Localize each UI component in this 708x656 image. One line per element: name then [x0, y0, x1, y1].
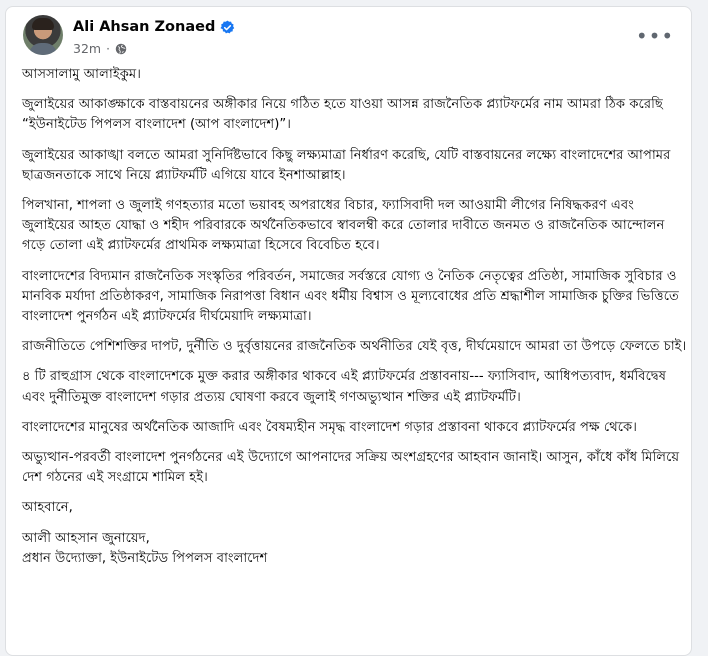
post-paragraph: বাংলাদেশের মানুষের অর্থনৈতিক আজাদি এবং বৈষম্যহীন সমৃদ্ধ বাংলাদেশ গড়ার প্রস্তাবনা থাকবে প্ল্যাটফর্মের পক্ষ থেকে।: [22, 419, 637, 435]
signature: [22, 529, 687, 569]
post-paragraph: আহবানে,: [22, 500, 73, 516]
globe-icon: [115, 43, 127, 55]
post-paragraph: বাংলাদেশের বিদ্যমান রাজনৈতিক সংস্কৃতির পরিবর্তন, সমাজের সর্বস্তরে যোগ্য ও নৈতিক নেতৃত্বের প্রতিষ্ঠা, সামাজিক সুবিচার ও মানবিক মর্যাদা প্রতিষ্ঠাকরণ, সামাজিক নিরাপত্তা বিধান এবং ধর্মীয় বিশ্বাস ও মূল্যবোধের প্রতি শ্রদ্ধাশীল সামাজিক চুক্তির ভিত্তিতে বাংলাদেশ পুনর্গঠন এই প্ল্যাটফর্মের দীর্ঘমেয়াদি লক্ষ্যমাত্রা।: [22, 268, 679, 325]
avatar-shirt: [29, 43, 57, 55]
post-timestamp[interactable]: 32m: [73, 41, 102, 56]
post-card: [5, 6, 692, 656]
post-paragraph: জুলাইয়ের আকাঙ্ক্ষাকে বাস্তবায়নের অঙ্গীকার নিয়ে গঠিত হতে যাওয়া আসন্ন রাজনৈতিক প্ল্যাটফর্মের নাম আমরা ঠিক করেছি “ইউনাইটেড পিপলস বাংলাদেশ (আপ বাংলাদেশ)”।: [22, 97, 663, 133]
post-paragraph: পিলখানা, শাপলা ও জুলাই গণহত্যার মতো ভয়াবহ অপরাধের বিচার, ফ্যাসিবাদী দল আওয়ামী লীগের নিষিদ্ধকরণ এবং জুলাইয়ের আহত যোদ্ধা ও শহীদ পরিবারকে অর্থনৈতিকভাবে স্বাবলম্বী করে তোলার দাবীতে জনমত ও রাজনৈতিক আন্দোলন গড়ে তোলা এই প্ল্যাটফর্মের প্রাথমিক লক্ষ্যমাত্রা হিসেবে বিবেচিত হবে।: [22, 198, 665, 254]
post-paragraph: রাজনীতিতে পেশিশক্তির দাপট, দুর্নীতি ও দুর্বৃত্তায়নের রাজনৈতিক অর্থনীতির যেই বৃত্ত, দীর্ঘমেয়াদে আমরা তা উপড়ে ফেলতে চাই।: [22, 339, 687, 355]
post-paragraph: জুলাইয়ের আকাঙ্খা বলতে আমরা সুনির্দিষ্টভাবে কিছু লক্ষ্যমাত্রা নির্ধারণ করেছি, যেটি বাস্তবায়নের লক্ষ্যে বাংলাদেশের আপামর ছাত্রজনতাকে সাথে নিয়ে প্ল্যাটফর্মটি এগিয়ে যাবে ইনশাআল্লাহ।: [22, 147, 671, 183]
post-body: [22, 65, 687, 569]
post-paragraph: অভ্যুত্থান-পরবর্তী বাংলাদেশ পুনর্গঠনের এই উদ্যোগে আপনাদের সক্রিয় অংশগ্রহণের আহবান জানাই। আসুন, কাঁধে কাঁধ মিলিয়ে দেশ গঠনের এই সংগ্রামে শামিল হই।: [22, 450, 680, 486]
meta-separator: ·: [106, 41, 110, 56]
more-options-icon[interactable]: •••: [635, 24, 675, 48]
verified-badge-icon: [220, 20, 235, 35]
post-header: [23, 15, 681, 63]
signature-title: প্রধান উদ্যোক্তা, ইউনাইটেড পিপলস বাংলাদেশ: [22, 550, 268, 566]
author-name[interactable]: Ali Ahsan Zonaed: [73, 19, 216, 35]
avatar-hair: [32, 18, 54, 30]
signature-name: আলী আহসান জুনায়েদ,: [22, 530, 150, 546]
author-row: [73, 19, 235, 35]
avatar[interactable]: [23, 15, 63, 55]
post-paragraph: ৪ টি রাহুগ্রাস থেকে বাংলাদেশকে মুক্ত করার অঙ্গীকার থাকবে এই প্ল্যাটফর্মের প্রস্তাবনায়--- ফ্যাসিবাদ, আধিপত্যবাদ, ধর্মবিদ্বেষ এবং দুর্নীতিমুক্ত বাংলাদেশ গড়ার প্রত্যয় ঘোষণা করবে জুলাই গণঅভ্যুত্থান শক্তির এই প্ল্যাটফর্মটি।: [22, 369, 667, 405]
post-meta: [73, 41, 127, 56]
post-paragraph: আসসালামু আলাইকুম।: [22, 67, 141, 82]
